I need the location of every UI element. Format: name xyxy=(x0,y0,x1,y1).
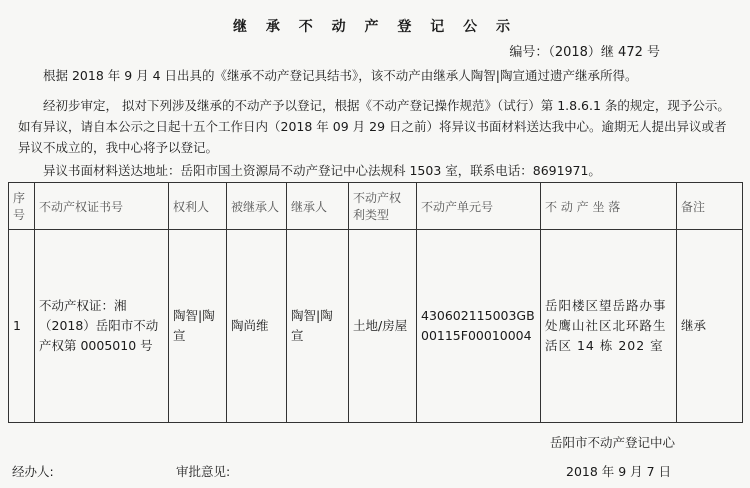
cell-certificate-no: 不动产权证：湘（2018）岳阳市不动产权第 0005010 号 xyxy=(35,230,169,423)
header-unit-no: 不动产单元号 xyxy=(417,183,541,230)
paragraph-inheritance-basis: 根据 2018 年 9 月 4 日出具的《继承不动产登记具结书》，该不动产由继承人陶智|陶宣通过遗产继承所得。 xyxy=(43,68,638,83)
cell-right-type: 土地/房屋 xyxy=(349,230,417,423)
table-header-row xyxy=(9,183,743,230)
cell-index: 1 xyxy=(9,230,35,423)
header-location: 不 动 产 坐 落 xyxy=(541,183,677,230)
header-right-type: 不动产权利类型 xyxy=(349,183,417,230)
cell-decedent: 陶尚维 xyxy=(227,230,287,423)
header-right-holder: 权利人 xyxy=(169,183,227,230)
review-opinion-label: 审批意见: xyxy=(176,464,231,479)
table-row xyxy=(9,230,743,423)
paragraph-review-notice: 经初步审定， 拟对下列涉及继承的不动产予以登记，根据《不动产登记操作规范》（试行）第 1.8.6.1 条的规定，现予公示。如有异议，请自本公示之日起十五个工作日内（2018 年 09 月 29 日之前）将异议书面材料送达我中心。逾期无人提出异议或者异议不成立的，我中心将予以登记。 xyxy=(18,98,730,155)
notice-title: 继 承 不 动 产 登 记 公 示 xyxy=(233,19,517,35)
cell-right-holder: 陶智|陶宣 xyxy=(169,230,227,423)
header-heir: 继承人 xyxy=(287,183,349,230)
handler-label: 经办人: xyxy=(12,464,54,479)
property-table xyxy=(8,182,743,423)
cell-heir: 陶智|陶宣 xyxy=(287,230,349,423)
issue-date: 2018 年 9 月 7 日 xyxy=(566,464,672,479)
header-decedent: 被继承人 xyxy=(227,183,287,230)
header-index: 序号 xyxy=(9,183,35,230)
header-certificate-no: 不动产权证书号 xyxy=(35,183,169,230)
paragraph-objection-address: 异议书面材料送达地址：岳阳市国土资源局不动产登记中心法规科 1503 室，联系电话：8691971。 xyxy=(43,163,601,178)
document-number: 编号：（2018）继 472 号 xyxy=(509,45,660,60)
cell-location: 岳阳楼区望岳路办事处鹰山社区北环路生活区 14 栋 202 室 xyxy=(541,230,677,423)
cell-unit-no: 430602115003GB00115F00010004 xyxy=(417,230,541,423)
issuing-office: 岳阳市不动产登记中心 xyxy=(550,435,676,450)
cell-remarks: 继承 xyxy=(677,230,743,423)
header-remarks: 备注 xyxy=(677,183,743,230)
